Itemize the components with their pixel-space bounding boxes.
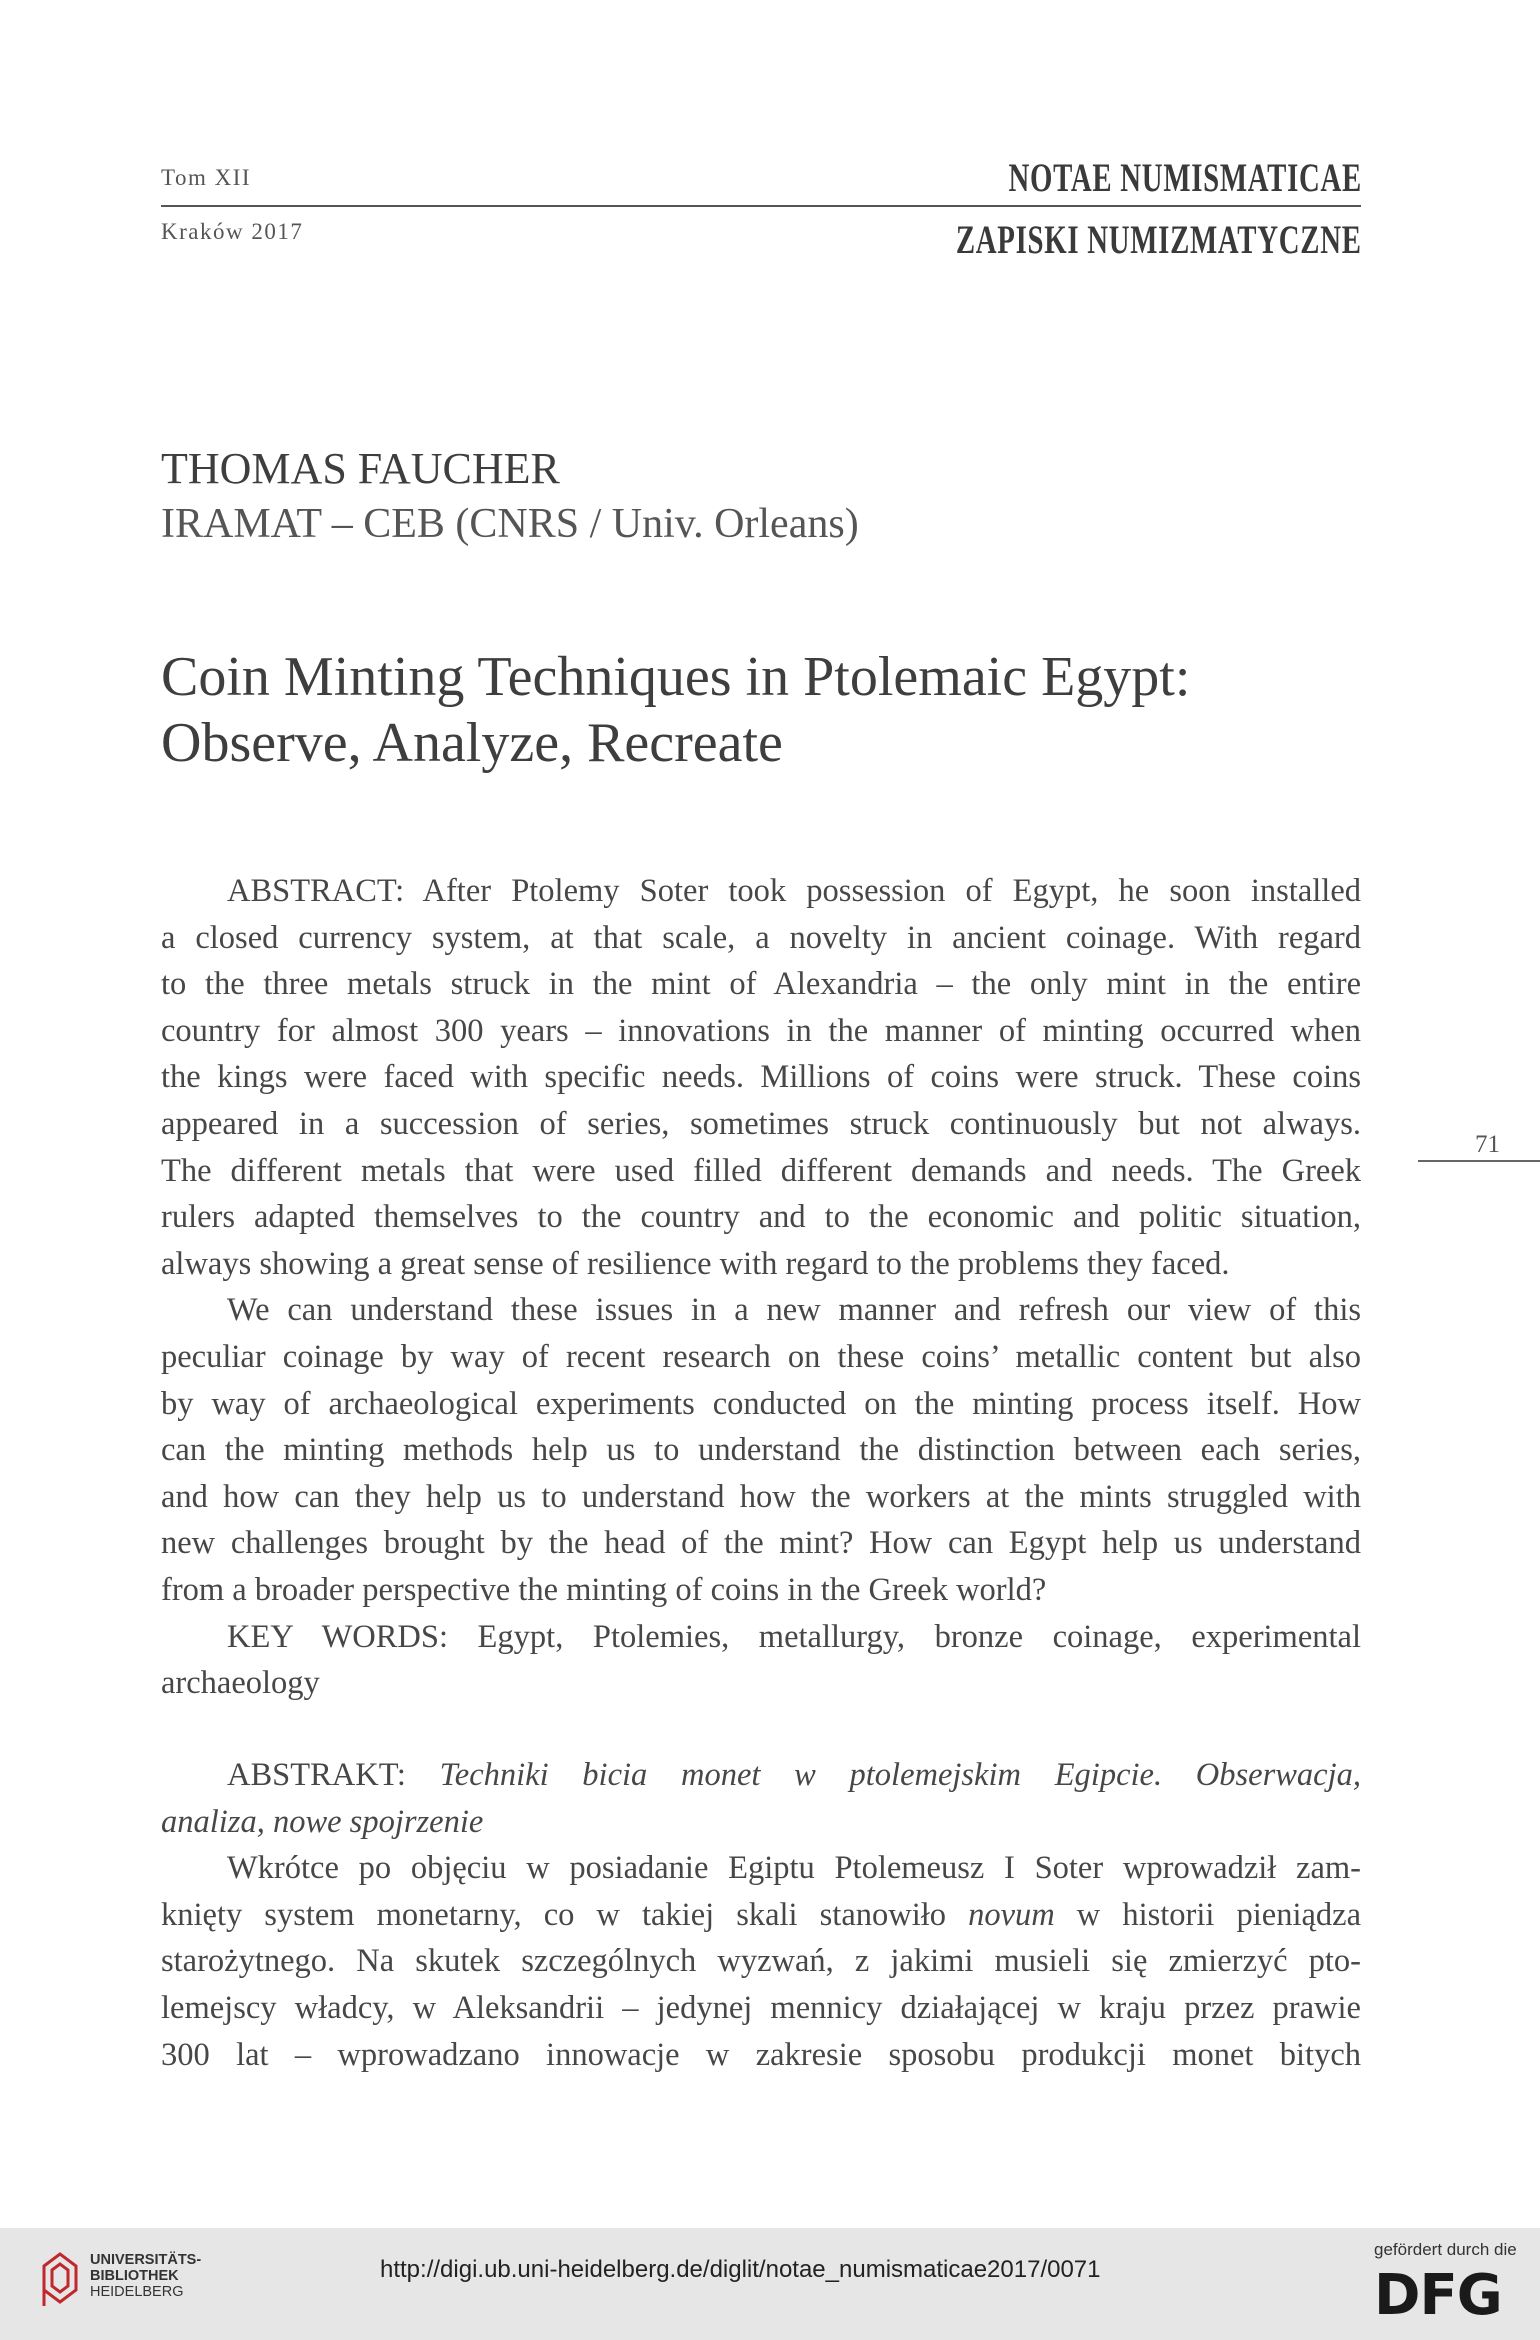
page-number-rule <box>1418 1160 1540 1162</box>
abstract-line: can the minting methods help us to understand the distinction between each series, <box>161 1432 1361 1469</box>
abstrakt-line: starożytnego. Na skutek szczególnych wyzwań, z jakimi musieli się zmierzyć pto- <box>161 1943 1361 1980</box>
abstrakt-line: 300 lat – wprowadzano innowacje w zakresie sposobu produkcji monet bitych <box>161 2036 1361 2073</box>
abstract-line: by way of archaeological experiments conducted on the minting process itself. How <box>161 1385 1361 1422</box>
page-number: 71 <box>1475 1131 1500 1158</box>
abstract-line: peculiar coinage by way of recent research on these coins’ metallic content but also <box>161 1338 1361 1375</box>
abstract-english <box>161 868 1361 1707</box>
abstrakt-text: w historii pieniądza <box>1054 1896 1361 1933</box>
funding-label: gefördert durch die <box>1374 2240 1517 2259</box>
article-title-line: Coin Minting Techniques in Ptolemaic Egypt: <box>161 646 1191 708</box>
abstrakt-title: Techniki bicia monet w ptolemejskim Egipcie. Obserwacja, <box>439 1757 1361 1793</box>
source-url-link[interactable]: http://digi.ub.uni-heidelberg.de/diglit/notae_numismaticae2017/0071 <box>380 2256 1101 2283</box>
abstrakt-line <box>161 1892 1361 1939</box>
journal-title-latin: NOTAE NUMISMATICAE <box>1008 155 1362 200</box>
library-logo-icon <box>40 2244 80 2310</box>
place-year-label: Kraków 2017 <box>161 219 304 244</box>
abstrakt-line: Wkrótce po objęciu w posiadanie Egiptu Ptolemeusz I Soter wprowadził zam- <box>227 1850 1361 1887</box>
journal-title-polish: ZAPISKI NUMIZMATYCZNE <box>956 217 1362 262</box>
abstract-line: rulers adapted themselves to the country and to the economic and politic situation, <box>161 1199 1361 1236</box>
digitization-footer <box>0 2228 1540 2340</box>
dfg-logo: DFG <box>1374 2263 1502 2328</box>
abstrakt-label: ABSTRAKT: <box>227 1757 440 1793</box>
abstrakt-text: knięty system monetarny, co w takiej skali stanowiło <box>161 1896 969 1933</box>
author-name: THOMAS FAUCHER <box>161 444 560 493</box>
library-name <box>90 2252 201 2300</box>
abstract-line: We can understand these issues in a new manner and refresh our view of this <box>227 1292 1361 1329</box>
abstract-line: a closed currency system, at that scale, a novelty in ancient coinage. With regard <box>161 919 1361 956</box>
article-title <box>161 644 1361 776</box>
library-name-line: HEIDELBERG <box>90 2284 184 2300</box>
abstract-line: from a broader perspective the minting of coins in the Greek world? <box>161 1571 1047 1608</box>
library-name-line: UNIVERSITÄTS- <box>90 2252 202 2268</box>
abstract-line: always showing a great sense of resilience with regard to the problems they faced. <box>161 1245 1230 1282</box>
abstract-line: country for almost 300 years – innovations in the manner of minting occurred when <box>161 1012 1361 1049</box>
library-name-line: BIBLIOTHEK <box>90 2268 179 2284</box>
abstract-line: appeared in a succession of series, sometimes struck continuously but not always. <box>161 1105 1361 1142</box>
abstract-line: The different metals that were used filled different demands and needs. The Greek <box>161 1152 1361 1189</box>
article-title-line: Observe, Analyze, Recreate <box>161 712 783 774</box>
abstract-polish <box>161 1752 1361 2078</box>
keywords-line: KEY WORDS: Egypt, Ptolemies, metallurgy, bronze coinage, experimental <box>227 1618 1361 1655</box>
abstrakt-title-line <box>161 1752 1361 1799</box>
abstrakt-title-line: analiza, nowe spojrzenie <box>161 1803 484 1840</box>
abstract-line: the kings were faced with specific needs. Millions of coins were struck. These coins <box>161 1059 1361 1096</box>
keywords-line: archaeology <box>161 1665 320 1702</box>
abstrakt-italic-term: novum <box>968 1896 1055 1933</box>
volume-label: Tom XII <box>161 165 252 190</box>
abstract-line: new challenges brought by the head of the mint? How can Egypt help us understand <box>161 1525 1361 1562</box>
abstrakt-line: lemejscy władcy, w Aleksandrii – jedynej mennicy działającej w kraju przez prawie <box>161 1989 1361 2026</box>
author-affiliation: IRAMAT – CEB (CNRS / Univ. Orleans) <box>161 501 859 547</box>
abstract-line: and how can they help us to understand how the workers at the mints struggled with <box>161 1478 1361 1515</box>
header-rule <box>161 205 1361 207</box>
abstract-line: ABSTRACT: After Ptolemy Soter took possession of Egypt, he soon installed <box>227 873 1361 909</box>
abstract-line: to the three metals struck in the mint of Alexandria – the only mint in the entire <box>161 966 1361 1003</box>
